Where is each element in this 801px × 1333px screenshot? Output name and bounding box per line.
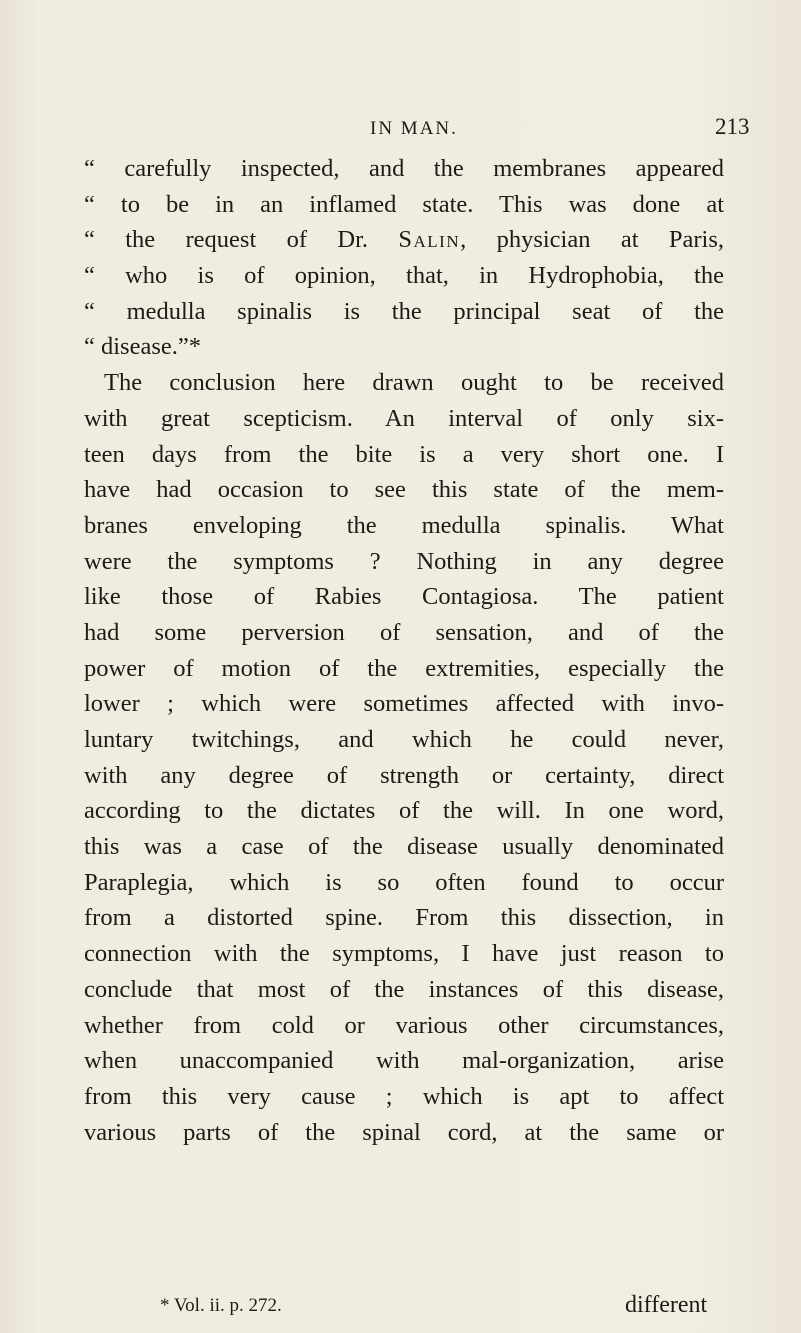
text-line: luntary twitchings, and which he could never, xyxy=(84,726,724,753)
text-line: from a distorted spine. From this dissection, in xyxy=(84,904,724,932)
running-head: IN MAN. xyxy=(370,118,458,139)
text-line: branes enveloping the medulla spinalis. What xyxy=(84,511,724,539)
text-line: according to the dictates of the will. In one word, xyxy=(84,797,724,825)
paragraph-start-line: The conclusion here drawn ought to be received xyxy=(104,369,724,397)
page-number: 213 xyxy=(715,114,750,139)
text-line: like those of Rabies Contagiosa. The patient xyxy=(84,583,724,611)
text-line: lower ; which were sometimes affected with invo- xyxy=(84,690,724,718)
footnote: * Vol. ii. p. 272. xyxy=(160,1295,282,1316)
text-line: with any degree of strength or certainty, direct xyxy=(84,761,724,789)
body-text xyxy=(84,151,724,1150)
text-line: this was a case of the disease usually denominated xyxy=(84,833,724,861)
text-line: various parts of the spinal cord, at the same or xyxy=(84,1118,724,1146)
text-line: Paraplegia, which is so often found to occur xyxy=(84,868,724,896)
text-line: “ to be in an inflamed state. This was done at xyxy=(84,190,724,218)
page-footer xyxy=(0,1292,801,1327)
text-line: have had occasion to see this state of the mem- xyxy=(84,476,724,504)
text-line: teen days from the bite is a very short one. I xyxy=(84,440,724,468)
text-line: “ carefully inspected, and the membranes appeared xyxy=(84,155,724,182)
text-line: with great scepticism. An interval of only six- xyxy=(84,404,724,432)
text-line: “ medulla spinalis is the principal seat of the xyxy=(84,297,724,325)
text-line: power of motion of the extremities, especially the xyxy=(84,654,724,682)
text-line: when unaccompanied with mal-organization, arise xyxy=(84,1047,724,1075)
catchword: different xyxy=(625,1292,708,1318)
text-line: whether from cold or various other circumstances, xyxy=(84,1011,724,1039)
text-line: from this very cause ; which is apt to affect xyxy=(84,1082,724,1110)
text-line xyxy=(84,222,724,258)
text-line-end: , physician at Paris, xyxy=(460,226,725,254)
person-name: Salin xyxy=(398,226,461,254)
text-line-start: “ the request of Dr. xyxy=(84,226,399,254)
text-line: connection with the symptoms, I have just reason to xyxy=(84,940,724,968)
text-line: were the symptoms ? Nothing in any degree xyxy=(84,547,724,575)
text-line: had some perversion of sensation, and of the xyxy=(84,618,724,646)
page-header xyxy=(0,114,801,148)
text-line: conclude that most of the instances of this disease, xyxy=(84,975,724,1003)
text-line: “ disease.”* xyxy=(84,333,201,361)
text-line: “ who is of opinion, that, in Hydrophobia, the xyxy=(84,262,724,290)
